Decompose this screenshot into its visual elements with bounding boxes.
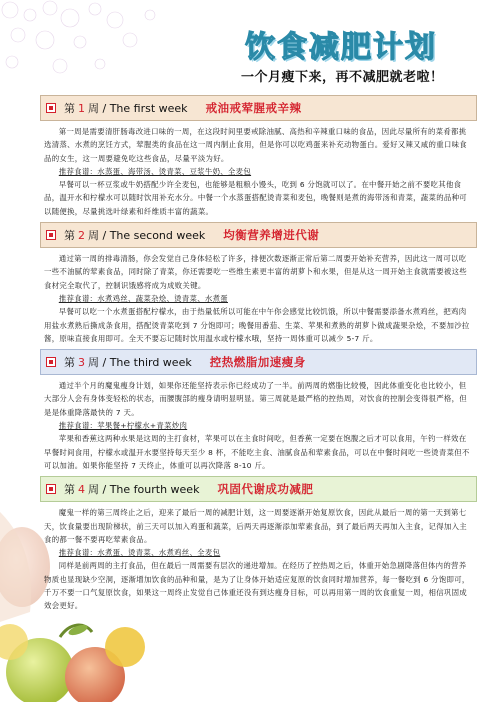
- week-intro: 魔鬼一样的第三周终止之后，迎来了最后一周的减肥计划，这一周要逐渐开始复原饮食，因此从最后一周的第一天到第七天，饮食量要出现阶梯状，前三天可以加入鸡蛋和蔬菜，后两天再逐渐添加荤素食品，到了最后两天再加入主食，记得加入主食的都一餐不要再吃荤素食品。: [44, 508, 467, 544]
- week-intro: 通过半个月的魔鬼瘦身计划，如果你还能坚持表示你已经成功了一半。前两周的燃脂比较慢，因此体重变化也比较小，但大部分人会有身体变轻松的状态，而腰腹部的瘦身请明显明显。第三周就是最严格的控热周，对饮食的控制会变得很严格，但是是体重降落最快的 7 天。: [44, 381, 467, 417]
- recommended-menu: 推荐食谱：水蒸蛋、海带汤、烫青菜、豆浆牛奶、全麦包: [58, 166, 252, 176]
- week-1-header: [40, 95, 477, 121]
- week-4-header: [40, 476, 477, 502]
- week-details: 苹果和香蕉这两种水果是这周的主打食材，苹果可以在主食时间吃，但香蕉一定要在饱腹之后才可以食用，午钓一样效在早餐时间食用，柠檬水或温开水要坚持每天至少 8 杯，不能吃主食、油腻食品和荤素食品，可以在中餐时间吃一些烫青菜但不可以加油。如果你能坚持 7 天终止，体重可以再次降落 8-10 斤。: [44, 434, 470, 470]
- week-number: 4: [78, 482, 85, 496]
- week-label: 周 / The first week: [88, 102, 188, 115]
- week-label-prefix: 第: [64, 229, 75, 243]
- recommended-menu: 推荐食谱：水煮蛋、烫青菜、水煮鸡丝、全麦包: [58, 548, 221, 558]
- week-3-header: [40, 349, 477, 375]
- week-number: 3: [78, 355, 85, 369]
- week-label: 周 / The fourth week: [88, 483, 200, 497]
- week-label-prefix: 第: [64, 483, 75, 497]
- week-theme: 巩固代谢成功减肥: [217, 482, 314, 497]
- flower-decoration: [0, 0, 200, 90]
- plan-content: [40, 95, 477, 617]
- page-subtitle: 一个月瘦下来，再不减肥就老啦！: [241, 70, 444, 85]
- week-3-body: [40, 375, 477, 476]
- week-label-prefix: 第: [64, 102, 75, 115]
- flag-icon: [46, 484, 56, 494]
- flag-icon: [46, 103, 56, 113]
- week-number: 2: [78, 228, 85, 242]
- week-details: 早餐可以一杯豆浆或牛奶搭配少许全麦包，也能够是粗粮小馒头，吃到 6 分饱就可以了。在中餐开始之前不要吃其他食品，温开水和柠檬水可以随时饮用补充水分。中餐一个水蒸蛋搭配烫青菜和麦包，晚餐则是煮的海带汤和青菜，蔬菜的品种可以随便换，尽量挑选叶绿素和纤维质丰富的蔬菜。: [44, 180, 467, 216]
- week-theme: 戒油戒荤腥戒辛辣: [205, 101, 302, 115]
- page-title: 饮食减肥计划: [245, 30, 437, 65]
- recommended-menu: 推荐食谱：水煮鸡丝、蔬菜杂烩、烫青菜、水煮蛋: [58, 293, 228, 303]
- flag-icon: [46, 357, 56, 367]
- week-intro: 通过第一周的排毒清肠，你会发觉自己身体轻松了许多，排便次数逐渐正常后第二周要开始补充营养，因此这一周可以吃一些不油腻的荤素食品，同时除了青菜，你还需要吃一些维生素更丰富的胡萝卜和水果，但是从这一周开始主食就需要被这些食材完全取代了，控制识饿感将成为成败关键。: [44, 254, 467, 290]
- week-label: 周 / The second week: [88, 229, 206, 243]
- week-4-body: [40, 502, 477, 616]
- week-2-body: [40, 248, 477, 349]
- week-details: 同样是前两周的主打食品，但在最后一周需要有层次的递进增加。在经历了控热周之后，体重开始急剧降落但体内的营养物质也显现缺少空洞，逐渐增加饮食的品种和量，是为了让身体开始适应复原的饮食同时增加营养，每一餐吃到 6 分饱即可，千万不要一口气复原饮食，如果这一周终止发觉自己体重还没有到达瘦身目标，可以再用第一周的饮食重复一周，相信巩固成效会更好。: [44, 561, 470, 611]
- week-theme: 控热燃脂加速瘦身: [209, 355, 306, 370]
- week-label: 周 / The third week: [88, 356, 192, 370]
- week-intro: 第一周是需要清肝肠毒改进口味的一周，在这段时间里要戒除油腻、高热和辛辣重口味的食品，因此尽量所有的菜肴都挑选清蒸、水煮的烹饪方式，荤腥类的食品在这一周内制止食用，但是你可以吃鸡蛋来补充动物蛋白。爱好又辣又咸的重口味食品的女生，这一周要避免吃这些食品，尽量平淡为好。: [44, 127, 467, 163]
- week-number: 1: [78, 101, 85, 115]
- recommended-menu: 推荐食谱：苹果餐+柠檬水+青菜炒肉: [58, 421, 188, 431]
- flag-icon: [46, 230, 56, 240]
- week-2-header: [40, 222, 477, 248]
- week-label-prefix: 第: [64, 356, 75, 370]
- week-details: 早餐可以吃一个水煮蛋搭配柠檬水，由于热量低所以可能在中午你会感觉比较饥饿，所以中餐需要添备水煮鸡丝，把鸡肉用盐水煮熟后撕成条食用，搭配烫青菜吃到 7 分饱即可；晚餐用番茄、生菜、苹果和煮熟的胡萝卜做成蔬果杂烩，不要加沙拉酱，原味直接食用即可。全天不要忘记随时饮用温水或柠檬水哦，坚持一周体重可以减少 5-7 斤。: [44, 307, 470, 343]
- week-theme: 均衡营养增进代谢: [223, 228, 320, 243]
- week-1-body: [40, 121, 477, 222]
